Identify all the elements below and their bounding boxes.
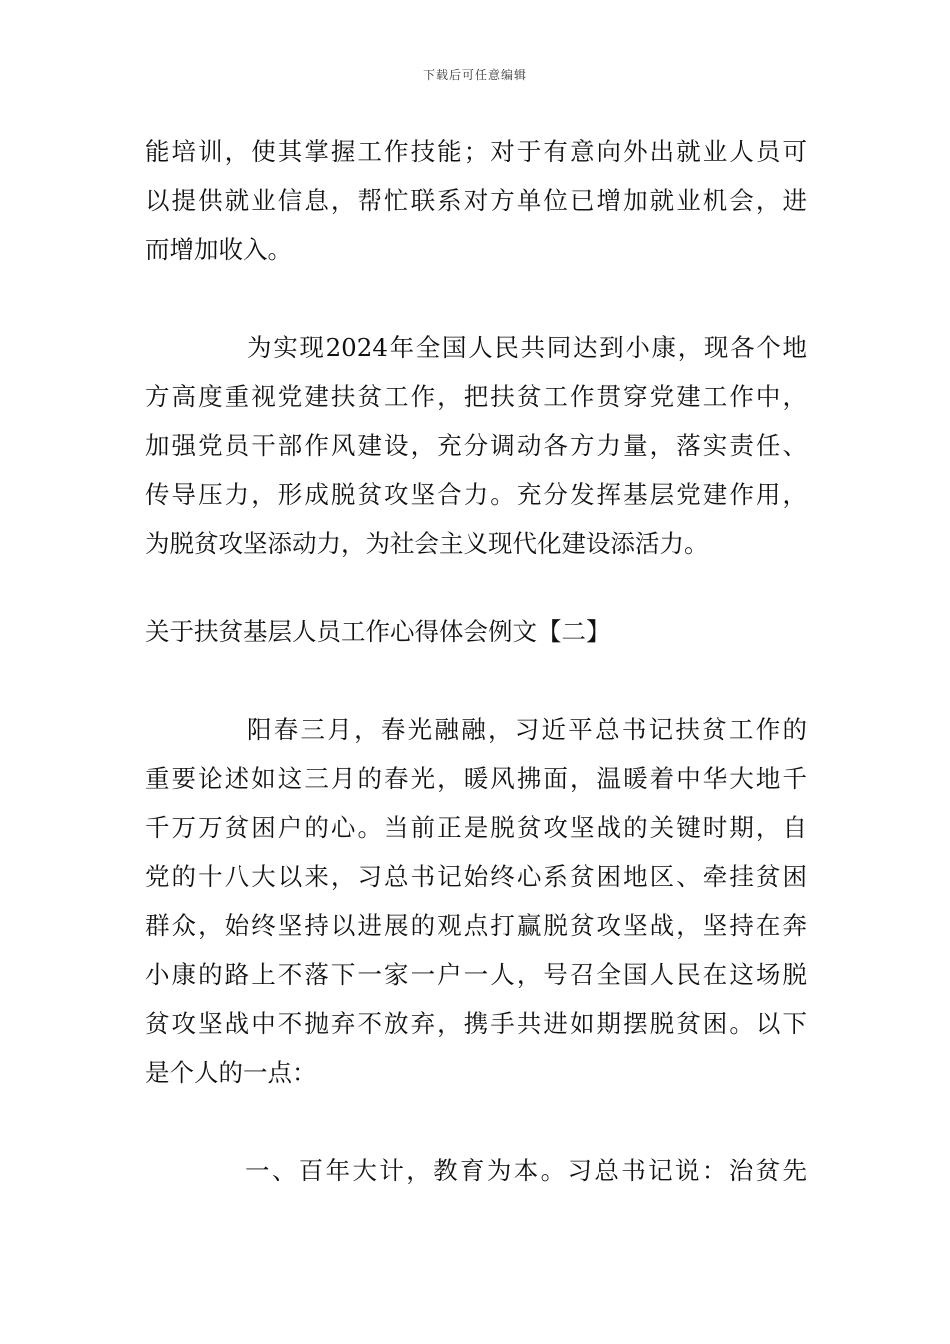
paragraph-line: 千万万贫困户的心。当前正是脱贫攻坚战的关键时期，自 — [145, 813, 807, 842]
paragraph-line: 群众，始终坚持以进展的观点打赢脱贫攻坚战，坚持在奔 — [145, 911, 807, 940]
heading-line: 关于扶贫基层人员工作心得体会例文【二】 — [145, 617, 611, 646]
paragraph-4 — [145, 1146, 807, 1195]
section-heading — [145, 607, 807, 656]
paragraph-line: 为脱贫攻坚添动力，为社会主义现代化建设添活力。 — [145, 529, 709, 558]
paragraph-2 — [145, 323, 807, 568]
paragraph-line: 是个人的一点： — [145, 1058, 317, 1087]
paragraph-line: 以提供就业信息，帮忙联系对方单位已增加就业机会，进 — [145, 186, 807, 215]
paragraph-line: 党的十八大以来，习总书记始终心系贫困地区、牵挂贫困 — [145, 862, 807, 891]
paragraph-line: 小康的路上不落下一家一户一人，号召全国人民在这场脱 — [145, 960, 807, 989]
document-body — [145, 127, 807, 1195]
paragraph-1 — [145, 127, 807, 274]
paragraph-line: 能培训，使其掌握工作技能；对于有意向外出就业人员可 — [145, 137, 807, 166]
paragraph-spacer — [145, 568, 807, 607]
paragraph-line: 重要论述如这三月的春光，暖风拂面，温暖着中华大地千 — [145, 764, 807, 793]
page-header: 下载后可任意编辑 — [422, 68, 527, 82]
paragraph-spacer — [145, 656, 807, 705]
paragraph-line: 加强党员干部作风建设，充分调动各方力量，落实责任、 — [145, 431, 807, 460]
paragraph-line: 方高度重视党建扶贫工作，把扶贫工作贯穿党建工作中， — [145, 382, 807, 411]
paragraph-line: 传导压力，形成脱贫攻坚合力。充分发挥基层党建作用， — [145, 480, 807, 509]
paragraph-line: 一、百年大计，教育为本。习总书记说：治贫先 — [245, 1156, 807, 1185]
paragraph-line: 而增加收入。 — [145, 235, 292, 264]
paragraph-spacer — [145, 274, 807, 323]
paragraph-3 — [145, 705, 807, 1097]
paragraph-line: 贫攻坚战中不抛弃不放弃，携手共进如期摆脱贫困。以下 — [145, 1009, 807, 1038]
paragraph-line: 为实现2024年全国人民共同达到小康，现各个地 — [247, 333, 807, 362]
paragraph-spacer — [145, 1097, 807, 1146]
paragraph-line: 阳春三月，春光融融，习近平总书记扶贫工作的 — [247, 715, 807, 744]
